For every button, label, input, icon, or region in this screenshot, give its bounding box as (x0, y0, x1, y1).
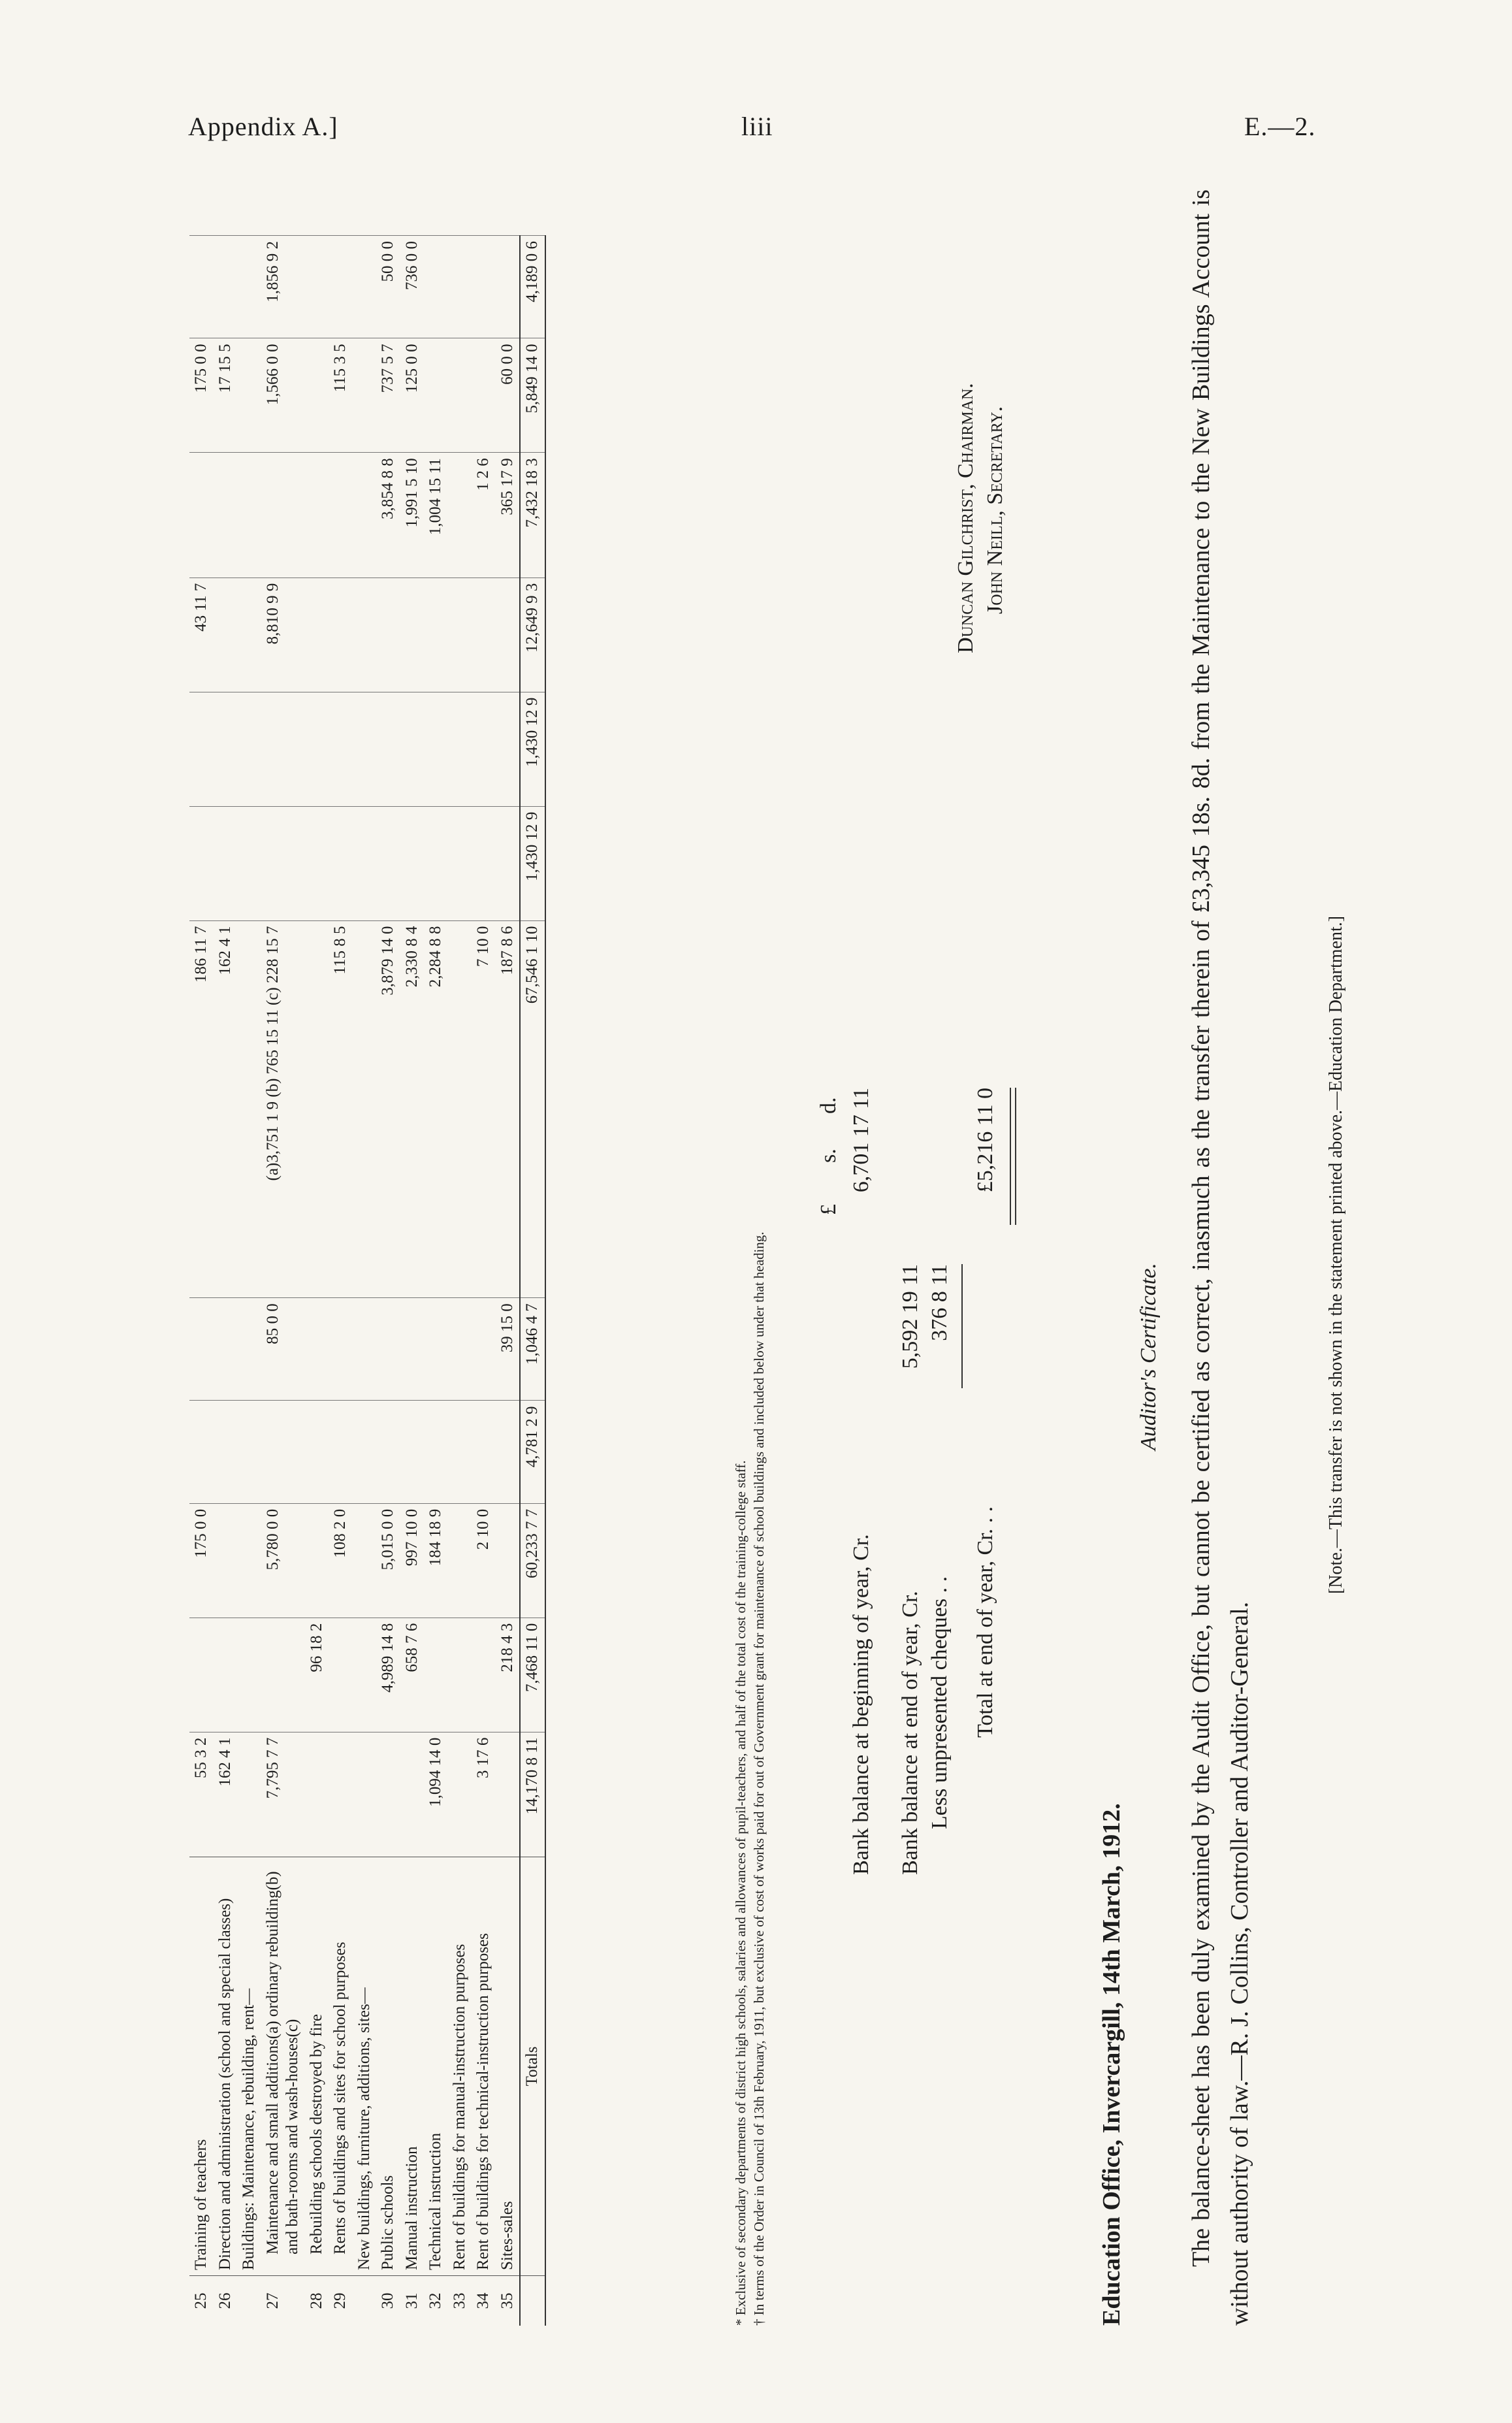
amount-cell (353, 1298, 377, 1401)
total-amount-cell: 7,468 11 0 (520, 1618, 545, 1732)
amount-cell: 85 0 0 (261, 1298, 305, 1401)
amount-cell: 736 0 0 (400, 236, 425, 338)
table-row (448, 236, 472, 2326)
totals-blank (520, 2276, 545, 2326)
amount-cell: 50 0 0 (376, 236, 400, 338)
amount-cell (237, 338, 261, 453)
totals-row (520, 236, 545, 2326)
amount-cell (400, 692, 425, 806)
table-row (237, 236, 261, 2326)
amount-cell (305, 577, 329, 692)
amount-cell (261, 692, 305, 806)
amount-cell (189, 692, 214, 806)
amount-cell (237, 920, 261, 1298)
amount-cell (214, 692, 238, 806)
amount-cell (376, 1298, 400, 1401)
amount-cell (214, 1503, 238, 1618)
amount-cell (472, 236, 496, 338)
amount-cell (400, 806, 425, 920)
amount-cell (424, 806, 448, 920)
amount-cell (329, 1298, 353, 1401)
office-date: Education Office, Invercargill, 14th March, 1912. (1098, 1803, 1125, 2326)
table-row (496, 236, 521, 2326)
amount-cell (353, 692, 377, 806)
amount-cell (237, 692, 261, 806)
amount-cell (237, 1298, 261, 1401)
amount-cell (305, 1732, 329, 1857)
total-amount-cell: 5,849 14 0 (520, 338, 545, 453)
amount-cell (189, 453, 214, 577)
total-amount-cell: 12,649 9 3 (520, 577, 545, 692)
amount-cell (261, 1401, 305, 1503)
amount-cell (305, 920, 329, 1298)
total-amount-cell: 67,546 1 10 (520, 920, 545, 1298)
amount-cell (448, 236, 472, 338)
row-number: 27 (263, 2292, 281, 2309)
amount-cell: 3,879 14 0 (376, 920, 400, 1298)
totals-label: Totals (520, 1857, 545, 2276)
amount-cell (237, 806, 261, 920)
amount-cell (237, 1618, 261, 1732)
amount-cell: 1,004 15 11 (424, 453, 448, 577)
amount-cell: 162 4 1 (214, 1732, 238, 1857)
total-rule-1 (1010, 1088, 1011, 1225)
appendix-label: Appendix A.] (188, 112, 338, 141)
amount-cell (424, 1401, 448, 1503)
subtotal-rule (961, 1264, 963, 1388)
footnote-2: † In terms of the Order in Council of 13th February, 1911, but exclusive of cost of works paid for out of Government grant for maintenance of school buildings and included below under that heading. (751, 1231, 767, 2326)
amount-cell (448, 806, 472, 920)
chairman-signature: Duncan Gilchrist, Chairman. (954, 383, 978, 653)
amount-cell (376, 692, 400, 806)
amount-cell (496, 806, 521, 920)
amount-cell: (a)3,751 1 9 (b) 765 15 11 (c) 228 15 7 (261, 920, 305, 1298)
row-number: 33 (450, 2292, 468, 2309)
table-body (189, 236, 545, 2326)
amount-cell (448, 338, 472, 453)
amount-cell (237, 236, 261, 338)
amount-cell: 737 5 7 (376, 338, 400, 453)
amount-cell: 96 18 2 (305, 1618, 329, 1732)
pence-header: d. (816, 1097, 841, 1114)
total-amount-cell: 60,233 7 7 (520, 1503, 545, 1618)
amount-cell (353, 1618, 377, 1732)
table-row (400, 236, 425, 2326)
amount-cell (496, 1503, 521, 1618)
amount-cell: 60 0 0 (496, 338, 521, 453)
amount-cell (376, 806, 400, 920)
amount-cell (400, 577, 425, 692)
amount-cell (376, 577, 400, 692)
amount-cell: 7,795 7 7 (261, 1732, 305, 1857)
total-amount-cell: 4,189 0 6 (520, 236, 545, 338)
amount-cell: 108 2 0 (329, 1503, 353, 1618)
amount-cell: 39 15 0 (496, 1298, 521, 1401)
row-number: 25 (192, 2292, 210, 2309)
row-item: Maintenance and small additions(a) ordinary rebuilding(b) and bath-rooms and wash-houses(c) (261, 1857, 305, 2276)
row-item: Buildings: Maintenance, rebuilding, rent— (237, 1857, 261, 2276)
amount-cell (261, 806, 305, 920)
amount-cell (305, 1298, 329, 1401)
row-number: 31 (402, 2292, 421, 2309)
rotated-page-content (189, 118, 1512, 2326)
footnotes (732, 1231, 769, 2326)
row-item: Rents of buildings and sites for school purposes (329, 1857, 353, 2276)
amount-cell (424, 692, 448, 806)
shillings-header: s. (816, 1148, 841, 1163)
row-item: New buildings, furniture, additions, sites— (353, 1857, 377, 2276)
amount-cell (329, 1618, 353, 1732)
amount-cell (237, 453, 261, 577)
row-number: 32 (426, 2292, 444, 2309)
amount-cell (496, 1401, 521, 1503)
amount-cell: 1,856 9 2 (261, 236, 305, 338)
amount-cell (329, 577, 353, 692)
row-item: Manual instruction (400, 1857, 425, 2276)
amount-cell (448, 1732, 472, 1857)
table-row (353, 236, 377, 2326)
amount-cell (237, 577, 261, 692)
table-row (305, 236, 329, 2326)
total-amount-cell: 1,046 4 7 (520, 1298, 545, 1401)
auditor-certificate-text: The balance-sheet has been duly examined by the Audit Office, but cannot be certified as correct, inasmuch as the transfer therein of £3,345 18s. 8d. from the Maintenance to the New Buildings Account is without authority of law.—R. J. Collins, Controller and Auditor-General. (1187, 189, 1253, 2326)
beginning-balance-label: Bank balance at beginning of year, Cr. (849, 1534, 873, 1875)
secretary-signature: John Neill, Secretary. (983, 406, 1007, 614)
row-item: Rebuilding schools destroyed by fire (305, 1857, 329, 2276)
amount-cell (329, 236, 353, 338)
amount-cell: 1,566 0 0 (261, 338, 305, 453)
amount-cell (214, 806, 238, 920)
auditor-certificate-title: Auditor's Certificate. (1136, 1263, 1161, 1450)
amount-cell: 55 3 2 (189, 1732, 214, 1857)
amount-cell (496, 1732, 521, 1857)
amount-cell (305, 806, 329, 920)
amount-cell (237, 1732, 261, 1857)
table-row (376, 236, 400, 2326)
amount-cell (214, 1298, 238, 1401)
amount-cell: 658 7 6 (400, 1618, 425, 1732)
amount-cell (261, 453, 305, 577)
amount-cell (214, 1618, 238, 1732)
amount-cell (448, 1401, 472, 1503)
total-amount-cell: 14,170 8 11 (520, 1732, 545, 1857)
total-end-value: £5,216 11 0 (973, 1088, 997, 1193)
amount-cell: 1,991 5 10 (400, 453, 425, 577)
row-item: Training of teachers (189, 1857, 214, 2276)
amount-cell (329, 1401, 353, 1503)
amount-cell (400, 1401, 425, 1503)
amount-cell (329, 692, 353, 806)
row-number (353, 2276, 377, 2326)
row-number: 26 (216, 2292, 234, 2309)
amount-cell (353, 236, 377, 338)
amount-cell (353, 453, 377, 577)
amount-cell (261, 1618, 305, 1732)
amount-cell (472, 1298, 496, 1401)
row-number: 35 (498, 2292, 516, 2309)
table-row (214, 236, 238, 2326)
amount-cell (400, 1298, 425, 1401)
amount-cell: 3 17 6 (472, 1732, 496, 1857)
amount-cell (329, 1732, 353, 1857)
amount-cell (496, 577, 521, 692)
amount-cell: 1,094 14 0 (424, 1732, 448, 1857)
amount-cell (237, 1401, 261, 1503)
amount-cell (448, 453, 472, 577)
amount-cell (189, 236, 214, 338)
amount-cell (472, 806, 496, 920)
amount-cell (305, 1503, 329, 1618)
amount-cell: 218 4 3 (496, 1618, 521, 1732)
amount-cell: 365 17 9 (496, 453, 521, 577)
table-row (472, 236, 496, 2326)
amount-cell (376, 1732, 400, 1857)
amount-cell (189, 1618, 214, 1732)
amount-cell (237, 1503, 261, 1618)
table-row (189, 236, 214, 2326)
amount-cell: 125 0 0 (400, 338, 425, 453)
row-item: Technical instruction (424, 1857, 448, 2276)
amount-cell: 4,989 14 8 (376, 1618, 400, 1732)
amount-cell (472, 692, 496, 806)
amount-cell (305, 692, 329, 806)
amount-cell: 997 10 0 (400, 1503, 425, 1618)
pounds-header: £ (816, 1204, 841, 1215)
page-number: liii (741, 112, 773, 141)
amount-cell: 8,810 9 9 (261, 577, 305, 692)
amount-cell (472, 577, 496, 692)
end-balance-label: Bank balance at end of year, Cr. (898, 1591, 922, 1875)
amount-cell: 43 11 7 (189, 577, 214, 692)
amount-cell (496, 236, 521, 338)
total-rule-2 (1015, 1088, 1016, 1225)
amount-cell: 2,330 8 4 (400, 920, 425, 1298)
row-number (237, 2276, 261, 2326)
row-item: Rent of buildings for technical-instruction purposes (472, 1857, 496, 2276)
amount-cell (305, 338, 329, 453)
total-end-label: Total at end of year, Cr. . . (973, 1506, 997, 1738)
amount-cell (472, 1401, 496, 1503)
amount-cell (353, 1401, 377, 1503)
amount-cell (353, 1503, 377, 1618)
footnote-1: * Exclusive of secondary departments of district high schools, salaries and allowances of pupil-teachers, and half of the total cost of the training-college staff. (733, 1460, 748, 2326)
total-amount-cell: 1,430 12 9 (520, 692, 545, 806)
amount-cell (496, 692, 521, 806)
unpresented-cheques-label: Less unpresented cheques . . (927, 1576, 952, 1829)
row-number: 30 (379, 2292, 396, 2309)
amount-cell (448, 1298, 472, 1401)
amount-cell (472, 338, 496, 453)
end-balance-value: 5,592 19 11 (898, 1264, 922, 1369)
amount-cell: 5,015 0 0 (376, 1503, 400, 1618)
amount-cell (424, 236, 448, 338)
row-item: Sites-sales (496, 1857, 521, 2276)
table-row (424, 236, 448, 2326)
amount-cell (376, 1401, 400, 1503)
amount-cell (214, 236, 238, 338)
amount-cell (448, 577, 472, 692)
amount-cell (329, 453, 353, 577)
amount-cell: 17 15 5 (214, 338, 238, 453)
table-row (329, 236, 353, 2326)
row-number: 28 (307, 2292, 325, 2309)
editorial-note: [Note.—This transfer is not shown in the statement printed above.—Education Department.] (1326, 915, 1346, 1594)
beginning-balance-value: 6,701 17 11 (849, 1088, 873, 1193)
row-item: Public schools (376, 1857, 400, 2276)
total-amount-cell: 7,432 18 3 (520, 453, 545, 577)
amount-cell (353, 1732, 377, 1857)
amount-cell: 175 0 0 (189, 338, 214, 453)
amount-cell: 115 8 5 (329, 920, 353, 1298)
amount-cell: 184 18 9 (424, 1503, 448, 1618)
amount-cell: 162 4 1 (214, 920, 238, 1298)
amount-cell (353, 338, 377, 453)
amount-cell (448, 920, 472, 1298)
amount-cell (329, 806, 353, 920)
amount-cell (448, 692, 472, 806)
amount-cell (424, 1618, 448, 1732)
amount-cell: 187 8 6 (496, 920, 521, 1298)
amount-cell (189, 806, 214, 920)
amount-cell: 186 11 7 (189, 920, 214, 1298)
row-number: 29 (331, 2292, 349, 2309)
amount-cell: 1 2 6 (472, 453, 496, 577)
table-row (261, 236, 305, 2326)
amount-cell (214, 453, 238, 577)
amount-cell (305, 453, 329, 577)
amount-cell (400, 1732, 425, 1857)
total-amount-cell: 1,430 12 9 (520, 806, 545, 920)
report-code: E.—2. (1244, 112, 1316, 141)
amount-cell (305, 236, 329, 338)
amount-cell (189, 1401, 214, 1503)
amount-cell (448, 1503, 472, 1618)
amount-cell: 5,780 0 0 (261, 1503, 305, 1618)
amount-cell (189, 1298, 214, 1401)
amount-cell (353, 920, 377, 1298)
amount-cell (214, 577, 238, 692)
amount-cell: 3,854 8 8 (376, 453, 400, 577)
amount-cell (424, 1298, 448, 1401)
row-item: Rent of buildings for manual-instruction purposes (448, 1857, 472, 2276)
total-amount-cell: 4,781 2 9 (520, 1401, 545, 1503)
amount-cell: 2 10 0 (472, 1503, 496, 1618)
amount-cell: 2,284 8 8 (424, 920, 448, 1298)
row-item: Direction and administration (school and special classes) (214, 1857, 238, 2276)
amount-cell (424, 338, 448, 453)
amount-cell (353, 806, 377, 920)
amount-cell (448, 1618, 472, 1732)
amount-cell: 115 3 5 (329, 338, 353, 453)
expenditure-table (189, 235, 546, 2326)
amount-cell (472, 1618, 496, 1732)
amount-cell (424, 577, 448, 692)
amount-cell (214, 1401, 238, 1503)
amount-cell (305, 1401, 329, 1503)
amount-cell (353, 577, 377, 692)
amount-cell: 7 10 0 (472, 920, 496, 1298)
row-number: 34 (474, 2292, 492, 2309)
amount-cell: 175 0 0 (189, 1503, 214, 1618)
unpresented-cheques-value: 376 8 11 (927, 1264, 952, 1341)
